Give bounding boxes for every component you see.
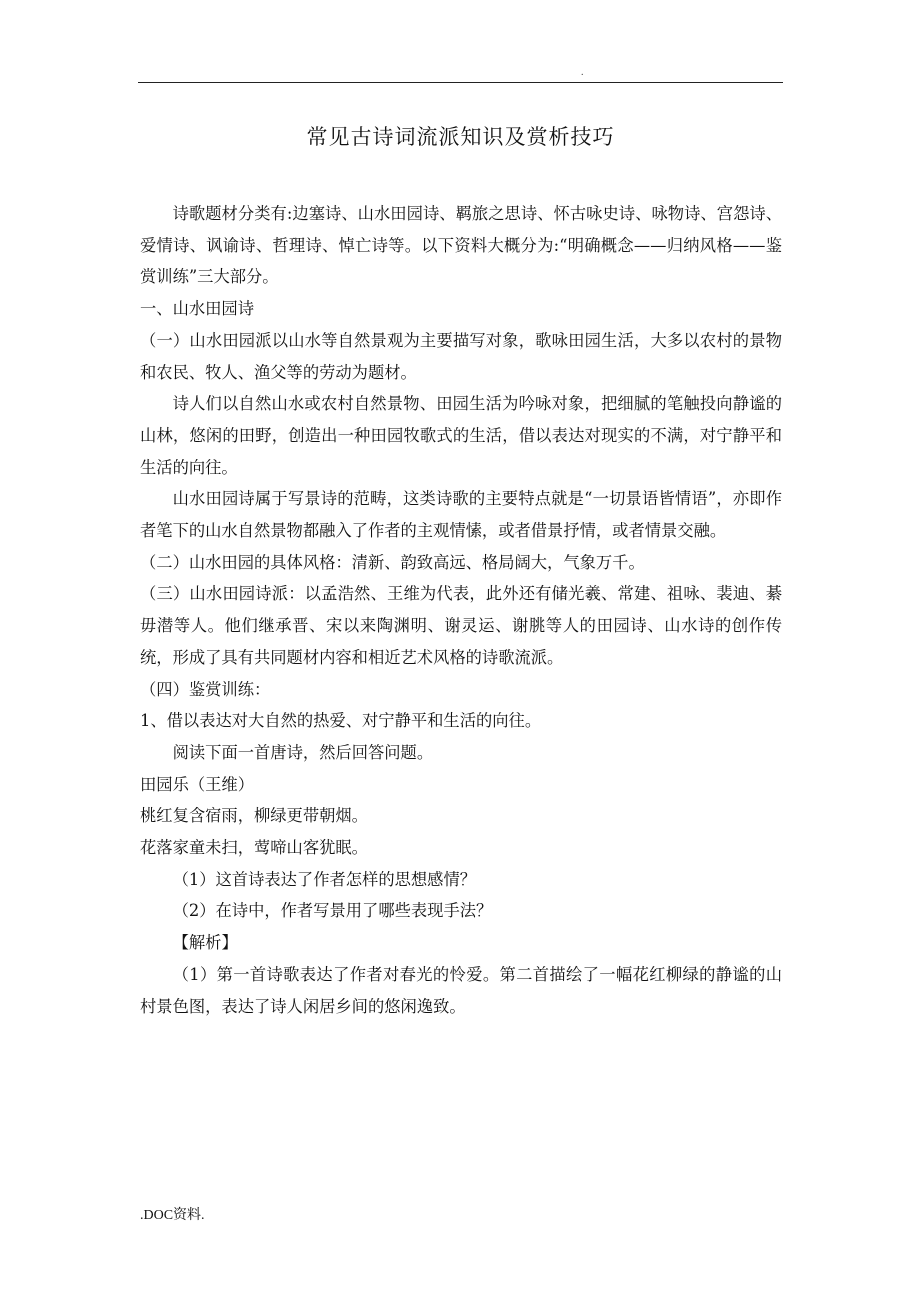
paragraph-1: 诗人们以自然山水或农村自然景物、田园生活为吟咏对象，把细腻的笔触投向静谧的山林，悠闲的田野，创造出一种田园牧歌式的生活，借以表达对现实的不满，对宁静平和生活的向往。	[140, 394, 782, 477]
section-heading: 一、山水田园诗	[140, 299, 254, 319]
poem-line: 桃红复含宿雨，柳绿更带朝烟。	[140, 806, 368, 826]
instruction: 阅读下面一首唐诗，然后回答问题。	[172, 742, 434, 762]
header-mark: .	[581, 67, 584, 78]
header-rule	[138, 82, 783, 83]
document-body	[140, 198, 782, 1022]
subsection-4: （四）鉴赏训练：	[140, 679, 271, 699]
document-title: 常见古诗词流派知识及赏析技巧	[306, 125, 615, 149]
poem-title: 田园乐（王维）	[140, 774, 254, 794]
list-item-1: 1、借以表达对大自然的热爱、对宁静平和生活的向往。	[140, 711, 542, 731]
subsection-1: （一）山水田园派以山水等自然景观为主要描写对象，歌咏田园生活，大多以农村的景物和农民、牧人、渔父等的劳动为题材。	[140, 330, 782, 382]
footer-text: .DOC资料.	[140, 1208, 205, 1223]
analysis-label: 【解析】	[172, 933, 238, 953]
poem-line: 花落家童未扫，莺啼山客犹眠。	[140, 838, 368, 858]
answer-1: （1）第一首诗歌表达了作者对春光的怜爱。第二首描绘了一幅花红柳绿的静谧的山村景色图，表达了诗人闲居乡间的悠闲逸致。	[140, 964, 782, 1016]
subsection-2: （二）山水田园的具体风格：清新、韵致高远、格局阔大，气象万千。	[140, 552, 645, 572]
question-1: （1）这首诗表达了作者怎样的思想感情？	[172, 869, 477, 889]
subsection-3: （三）山水田园诗派：以孟浩然、王维为代表，此外还有储光羲、常建、祖咏、裴迪、綦毋潜等人。他们继承晋、宋以来陶渊明、谢灵运、谢朓等人的田园诗、山水诗的创作传统，形成了具有共同题材内容和相近艺术风格的诗歌流派。	[140, 584, 782, 667]
question-2: （2）在诗中，作者写景用了哪些表现手法？	[172, 901, 493, 921]
paragraph-2: 山水田园诗属于写景诗的范畴，这类诗歌的主要特点就是“一切景语皆情语”，亦即作者笔下的山水自然景物都融入了作者的主观情愫，或者借景抒情，或者情景交融。	[140, 489, 782, 541]
intro-paragraph: 诗歌题材分类有:边塞诗、山水田园诗、羁旅之思诗、怀古咏史诗、咏物诗、宫怨诗、爱情诗、讽谕诗、哲理诗、悼亡诗等。以下资料大概分为:“明确概念——归纳风格——鉴赏训练”三大部分。	[140, 204, 782, 287]
